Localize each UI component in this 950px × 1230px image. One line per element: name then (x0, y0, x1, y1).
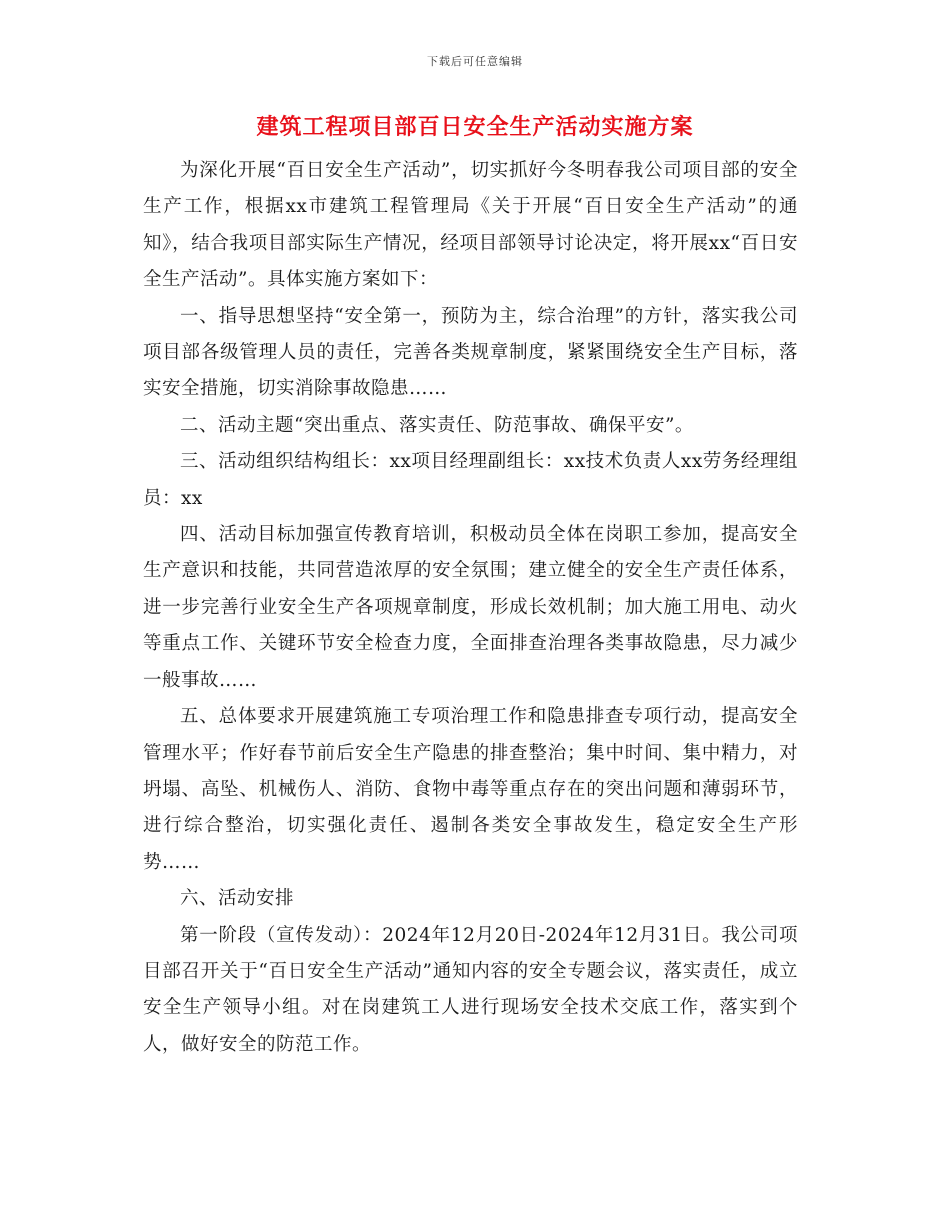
header-note: 下载后可任意编辑 (427, 55, 523, 68)
paragraph-activity-theme: 二、活动主题“突出重点、落实责任、防范事故、确保平安”。 (180, 414, 694, 436)
paragraph-phase-one: 第一阶段（宣传发动）：2024年12月20日-2024年12月31日。我公司项目部召开关于“百日安全生产活动”通知内容的安全专题会议，落实责任，成立安全生产领导小组。对在岗建筑工人进行现场安全技术交底工作，落实到个人，做好安全的防范工作。 (143, 924, 798, 1055)
paragraph-intro: 为深化开展“百日安全生产活动”，切实抓好今冬明春我公司项目部的安全生产工作，根据xx市建筑工程管理局《关于开展“百日安全生产活动”的通知》，结合我项目部实际生产情况，经项目部领导讨论决定，将开展xx“百日安全生产活动”。具体实施方案如下： (143, 160, 798, 291)
paragraph-activity-goals: 四、活动目标加强宣传教育培训，积极动员全体在岗职工参加，提高安全生产意识和技能，共同营造浓厚的安全氛围；建立健全的安全生产责任体系，进一步完善行业安全生产各项规章制度，形成长效机制；加大施工用电、动火等重点工作、关键环节安全检查力度，全面排查治理各类事故隐患，尽力减少一般事故…… (143, 524, 798, 691)
document-title: 建筑工程项目部百日安全生产活动实施方案 (256, 114, 694, 140)
paragraph-activity-schedule-heading: 六、活动安排 (180, 888, 295, 910)
paragraph-general-requirements: 五、总体要求开展建筑施工专项治理工作和隐患排查专项行动，提高安全管理水平；作好春节前后安全生产隐患的排查整治；集中时间、集中精力，对坍塌、高坠、机械伤人、消防、食物中毒等重点存在的突出问题和薄弱环节，进行综合整治，切实强化责任、遏制各类安全事故发生，稳定安全生产形势…… (143, 706, 798, 873)
paragraph-organization: 三、活动组织结构组长：xx项目经理副组长：xx技术负责人xx劳务经理组员：xx (143, 451, 798, 509)
document-body (143, 153, 798, 1063)
paragraph-guiding-ideology: 一、指导思想坚持“安全第一，预防为主，综合治理”的方针，落实我公司项目部各级管理人员的责任，完善各类规章制度，紧紧围绕安全生产目标，落实安全措施，切实消除事故隐患…… (143, 305, 798, 400)
